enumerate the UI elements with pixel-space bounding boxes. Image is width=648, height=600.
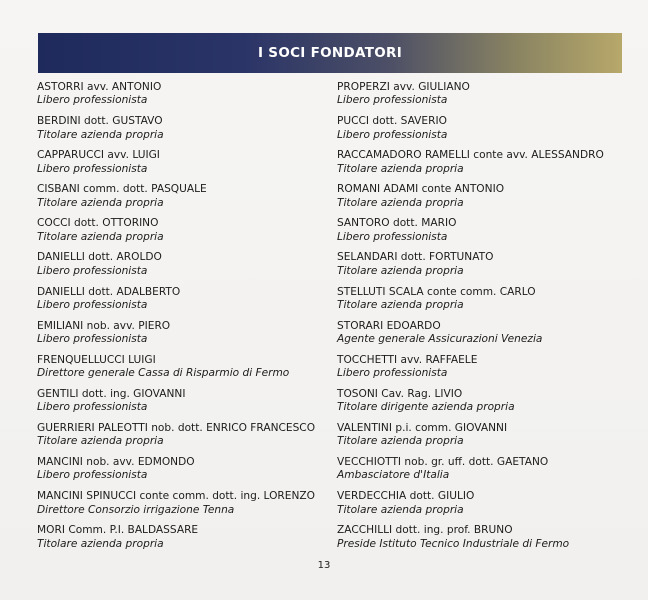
founder-role: Titolare azienda propria xyxy=(337,264,464,277)
founder-role: Titolare azienda propria xyxy=(337,435,464,448)
founder-entry xyxy=(337,81,627,115)
founder-entry xyxy=(337,354,627,388)
founder-entry xyxy=(337,524,627,558)
founder-name: MORI Comm. P.I. BALDASSARE xyxy=(37,524,199,537)
founder-name: PROPERZI avv. GIULIANO xyxy=(337,81,470,93)
founder-entry xyxy=(37,217,327,251)
founder-name: SELANDARI dott. FORTUNATO xyxy=(337,251,494,264)
founder-role: Direttore generale Cassa di Risparmio di Fermo xyxy=(37,367,290,380)
founder-entry xyxy=(37,524,327,558)
founder-name: TOSONI Cav. Rag. LIVIO xyxy=(337,387,463,400)
founder-entry xyxy=(337,388,627,422)
founder-entry xyxy=(37,320,327,354)
founder-entry xyxy=(337,183,627,217)
founder-role: Direttore Consorzio irrigazione Tenna xyxy=(37,503,235,516)
founder-entry xyxy=(337,490,627,524)
founder-name: ZACCHILLI dott. ing. prof. BRUNO xyxy=(337,524,513,537)
founder-name: BERDINI dott. GUSTAVO xyxy=(37,115,163,128)
founder-entry xyxy=(37,388,327,422)
founder-name: CAPPARUCCI avv. LUIGI xyxy=(37,149,160,162)
founder-entry xyxy=(337,456,627,490)
founder-entry xyxy=(337,320,627,354)
founder-name: GUERRIERI PALEOTTI nob. dott. ENRICO FRANCESCO xyxy=(37,421,316,434)
founder-entry xyxy=(337,115,627,149)
founder-role: Titolare azienda propria xyxy=(37,230,164,243)
founder-name: ROMANI ADAMI conte ANTONIO xyxy=(337,183,505,196)
founder-name: GENTILI dott. ing. GIOVANNI xyxy=(37,387,186,400)
founder-role: Preside Istituto Tecnico Industriale di Fermo xyxy=(337,537,570,550)
founder-name: EMILIANI nob. avv. PIERO xyxy=(37,319,171,332)
founder-role: Libero professionista xyxy=(37,469,148,482)
founder-role: Titolare azienda propria xyxy=(337,196,464,209)
founder-entry xyxy=(37,456,327,490)
founder-entry xyxy=(37,183,327,217)
founder-name: VECCHIOTTI nob. gr. uff. dott. GAETANO xyxy=(337,456,549,469)
founder-role: Titolare azienda propria xyxy=(37,128,164,141)
founder-entry xyxy=(37,81,327,115)
founder-role: Libero professionista xyxy=(37,298,148,311)
founder-name: VERDECCHIA dott. GIULIO xyxy=(337,490,475,503)
founder-name: MANCINI SPINUCCI conte comm. dott. ing. LORENZO xyxy=(37,490,315,503)
founder-role: Titolare azienda propria xyxy=(337,298,464,311)
founders-list-left xyxy=(37,81,327,558)
founder-role: Libero professionista xyxy=(37,333,148,346)
founder-name: MANCINI nob. avv. EDMONDO xyxy=(37,456,195,469)
founder-role: Libero professionista xyxy=(37,401,148,414)
founder-role: Titolare azienda propria xyxy=(37,537,164,550)
founder-role: Libero professionista xyxy=(337,128,448,141)
founder-entry xyxy=(337,217,627,251)
founder-name: DANIELLI dott. AROLDO xyxy=(37,251,162,264)
founder-name: STORARI EDOARDO xyxy=(337,319,441,332)
founder-entry xyxy=(37,490,327,524)
founder-name: PUCCI dott. SAVERIO xyxy=(337,115,447,128)
founder-name: RACCAMADORO RAMELLI conte avv. ALESSANDRO xyxy=(337,149,604,162)
founder-role: Libero professionista xyxy=(37,94,148,107)
founder-entry xyxy=(37,422,327,456)
founder-entry xyxy=(337,251,627,285)
founder-role: Libero professionista xyxy=(337,230,448,243)
founder-entry xyxy=(337,149,627,183)
founder-role: Titolare dirigente azienda propria xyxy=(337,401,515,414)
founder-entry xyxy=(337,286,627,320)
founder-name: VALENTINI p.i. comm. GIOVANNI xyxy=(337,421,508,434)
founder-role: Libero professionista xyxy=(337,94,448,107)
founder-role: Titolare azienda propria xyxy=(337,162,464,175)
founder-role: Libero professionista xyxy=(337,367,448,380)
founder-name: STELLUTI SCALA conte comm. CARLO xyxy=(337,285,536,298)
section-header-bar xyxy=(38,33,622,73)
founder-role: Titolare azienda propria xyxy=(337,503,464,516)
founder-name: ASTORRI avv. ANTONIO xyxy=(37,81,162,93)
founder-name: CISBANI comm. dott. PASQUALE xyxy=(37,183,207,196)
founder-entry xyxy=(37,149,327,183)
founder-entry xyxy=(337,422,627,456)
founder-name: FRENQUELLUCCI LUIGI xyxy=(37,353,156,366)
page-number: 13 xyxy=(317,560,331,571)
founder-role: Libero professionista xyxy=(37,264,148,277)
founder-role: Titolare azienda propria xyxy=(37,196,164,209)
founder-name: DANIELLI dott. ADALBERTO xyxy=(37,285,181,298)
founder-entry xyxy=(37,251,327,285)
founder-name: SANTORO dott. MARIO xyxy=(337,217,457,230)
founder-entry xyxy=(37,354,327,388)
founder-entry xyxy=(37,286,327,320)
founder-role: Agente generale Assicurazioni Venezia xyxy=(337,333,543,346)
founder-name: TOCCHETTI avv. RAFFAELE xyxy=(337,353,478,366)
founder-entry xyxy=(37,115,327,149)
founders-list-right xyxy=(337,81,627,558)
founder-role: Libero professionista xyxy=(37,162,148,175)
founder-role: Titolare azienda propria xyxy=(37,435,164,448)
founder-role: Ambasciatore d'Italia xyxy=(337,469,450,482)
section-title: I SOCI FONDATORI xyxy=(257,45,403,61)
founder-name: COCCI dott. OTTORINO xyxy=(37,217,159,230)
